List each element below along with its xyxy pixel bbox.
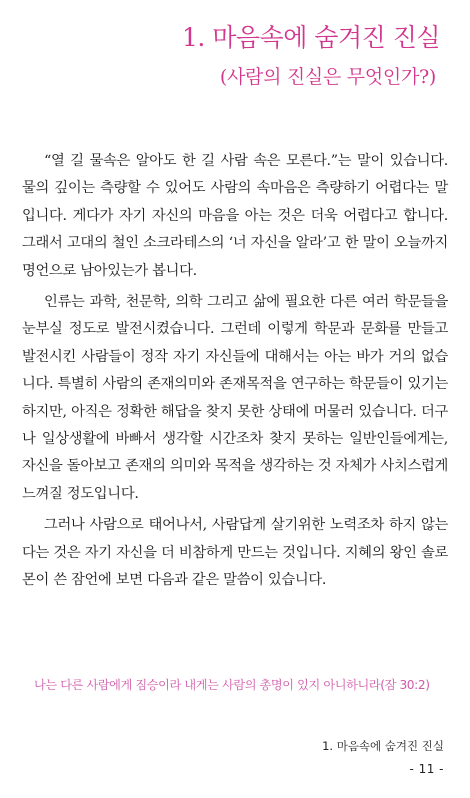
body-text xyxy=(22,148,448,599)
paragraph: “열 길 물속은 알아도 한 길 사람 속은 모른다.”는 말이 있습니다. 물의 깊이는 측량할 수 있어도 사람의 속마음은 측량하기 어렵다는 말입니다. 게다가 자기 자신의 마음을 아는 것은 더욱 어렵다고 합니다. 그래서 고대의 철인 소크라테스의 ‘너 자신을 알라’고 한 말이 오늘까지 명언으로 남아있는가 봅니다. xyxy=(22,153,448,279)
chapter-subtitle: (사람의 진실은 무엇인가?) xyxy=(219,66,436,88)
chapter-title: 1. 마음속에 숨겨진 진실 xyxy=(181,23,440,52)
paragraph: 인류는 과학, 천문학, 의학 그리고 삶에 필요한 다른 여러 학문들을 눈부실 정도로 발전시켰습니다. 그런데 이렇게 학문과 문화를 만들고 발전시킨 사람들이 정작 자기 자신들에 대해서는 아는 바가 거의 없습니다. 특별히 사람의 존재의미와 존재목적을 연구하는 학문들이 있기는 하지만, 아직은 정확한 해답을 찾지 못한 상태에 머물러 있습니다. 더구나 일상생활에 바빠서 생각할 시간조차 찾지 못하는 일반인들에게는, 자신을 돌아보고 존재의 의미와 목적을 생각하는 것 자체가 사치스럽게 느껴질 정도입니다. xyxy=(22,294,448,502)
paragraph: 그러나 사람으로 태어나서, 사람답게 살기위한 노력조차 하지 않는다는 것은 자기 자신을 더 비참하게 만드는 것입니다. 지혜의 왕인 솔로몬이 쓴 잠언에 보면 다음과 같은 말씀이 있습니다. xyxy=(22,517,448,589)
page-number: - 11 - xyxy=(409,762,444,776)
running-footer-title: 1. 마음속에 숨겨진 진실 xyxy=(322,739,444,753)
scripture-quote: 나는 다른 사람에게 짐승이라 내게는 사람의 총명이 있지 아니하니라(잠 30:2) xyxy=(34,678,430,692)
